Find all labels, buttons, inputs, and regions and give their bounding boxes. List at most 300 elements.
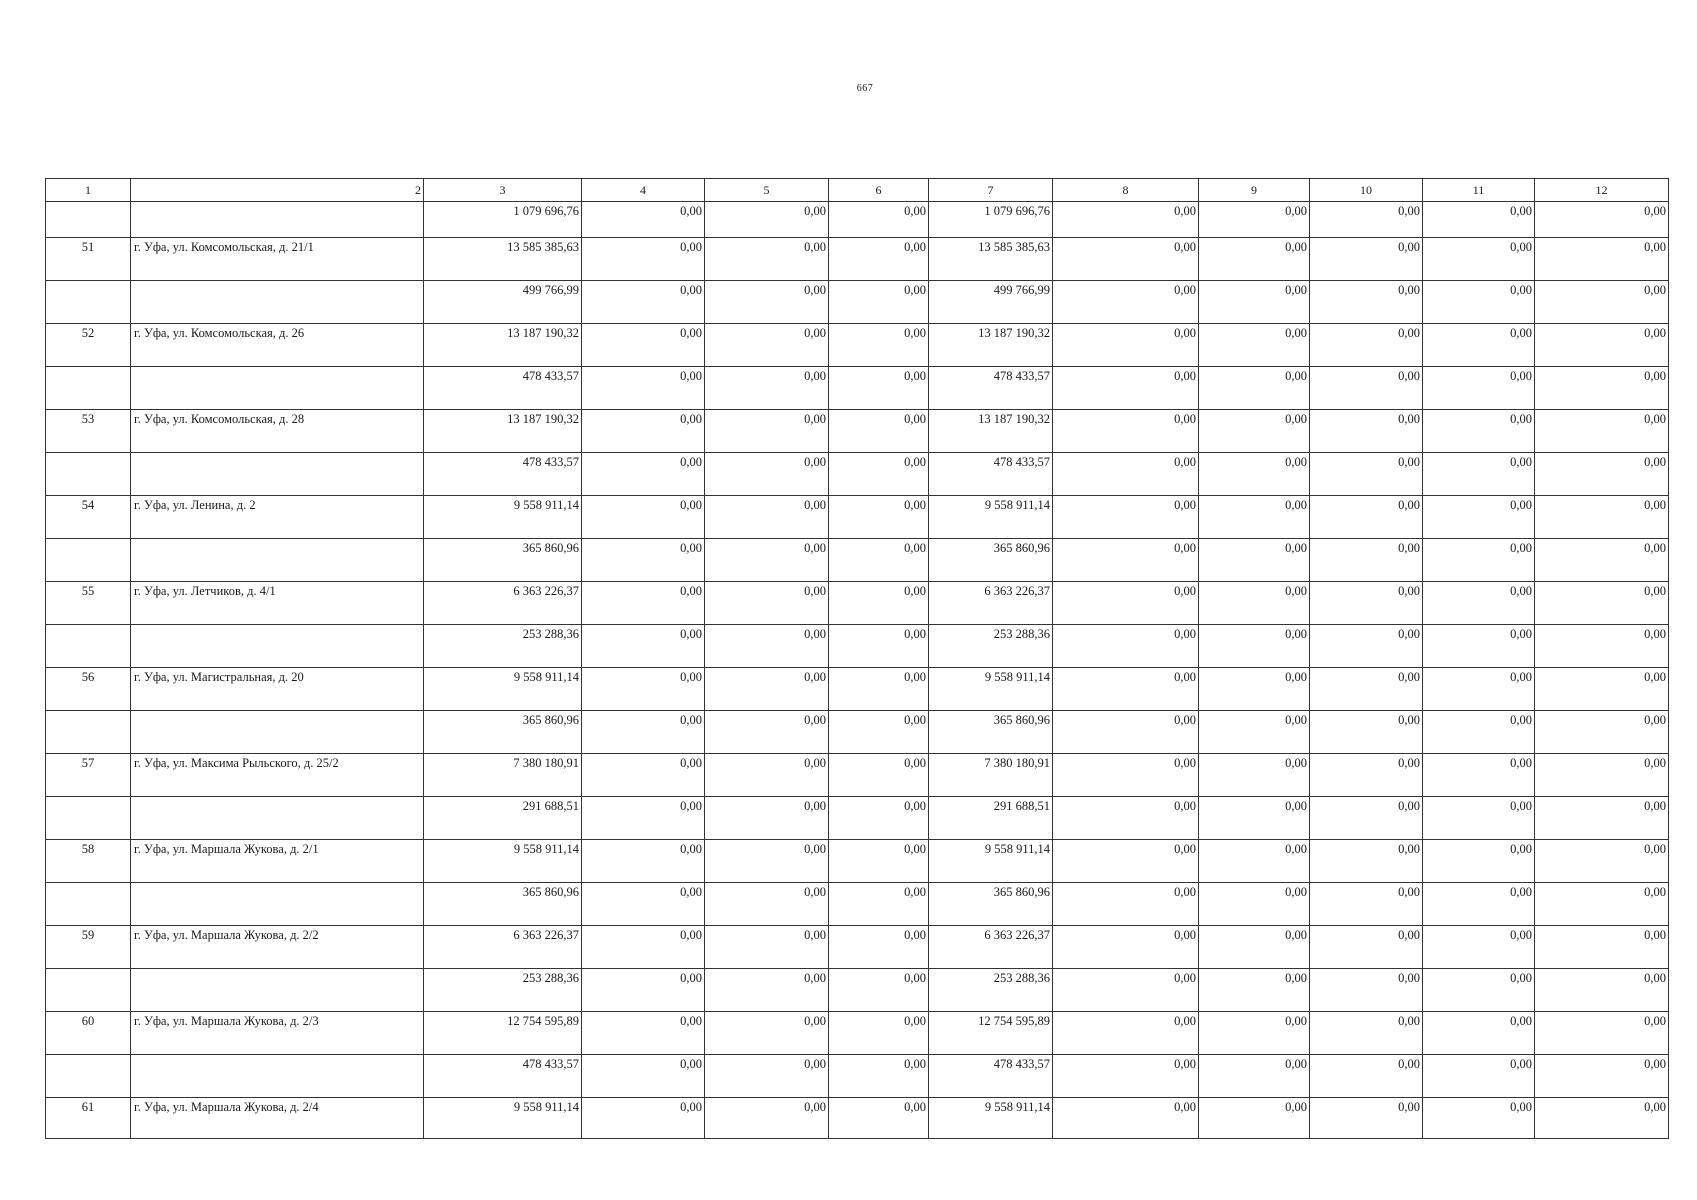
value-cell-col-6: 0,00 bbox=[829, 539, 929, 582]
value-cell-col-9: 0,00 bbox=[1199, 324, 1310, 367]
value-cell-col-9: 0,00 bbox=[1199, 539, 1310, 582]
value-cell-col-10: 0,00 bbox=[1310, 1012, 1423, 1055]
value-cell-col-9: 0,00 bbox=[1199, 1055, 1310, 1098]
table-row bbox=[46, 367, 1669, 410]
value-cell-col-4: 0,00 bbox=[582, 281, 705, 324]
table-row bbox=[46, 281, 1669, 324]
value-cell-col-9: 0,00 bbox=[1199, 281, 1310, 324]
value-cell-col-8: 0,00 bbox=[1053, 1012, 1199, 1055]
table-body bbox=[46, 179, 1669, 1139]
address-cell bbox=[131, 202, 424, 238]
value-cell-col-9: 0,00 bbox=[1199, 367, 1310, 410]
value-cell-col-6: 0,00 bbox=[829, 668, 929, 711]
value-cell-col-12: 0,00 bbox=[1535, 238, 1669, 281]
value-cell-col-6: 0,00 bbox=[829, 281, 929, 324]
address-cell bbox=[131, 1055, 424, 1098]
value-cell-col-8: 0,00 bbox=[1053, 1055, 1199, 1098]
value-cell-col-7: 6 363 226,37 bbox=[929, 926, 1053, 969]
value-cell-col-12: 0,00 bbox=[1535, 539, 1669, 582]
row-number-cell: 51 bbox=[46, 238, 131, 281]
value-cell-col-5: 0,00 bbox=[705, 840, 829, 883]
value-cell-col-10: 0,00 bbox=[1310, 238, 1423, 281]
value-cell-col-3: 9 558 911,14 bbox=[424, 496, 582, 539]
value-cell-col-12: 0,00 bbox=[1535, 754, 1669, 797]
value-cell-col-8: 0,00 bbox=[1053, 324, 1199, 367]
column-header: 7 bbox=[929, 179, 1053, 202]
address-cell: г. Уфа, ул. Комсомольская, д. 26 bbox=[131, 324, 424, 367]
value-cell-col-5: 0,00 bbox=[705, 711, 829, 754]
value-cell-col-9: 0,00 bbox=[1199, 453, 1310, 496]
value-cell-col-7: 9 558 911,14 bbox=[929, 668, 1053, 711]
value-cell-col-7: 253 288,36 bbox=[929, 625, 1053, 668]
value-cell-col-8: 0,00 bbox=[1053, 754, 1199, 797]
value-cell-col-9: 0,00 bbox=[1199, 238, 1310, 281]
table-row bbox=[46, 539, 1669, 582]
value-cell-col-5: 0,00 bbox=[705, 539, 829, 582]
value-cell-col-10: 0,00 bbox=[1310, 539, 1423, 582]
value-cell-col-4: 0,00 bbox=[582, 1012, 705, 1055]
value-cell-col-3: 13 585 385,63 bbox=[424, 238, 582, 281]
value-cell-col-11: 0,00 bbox=[1423, 496, 1535, 539]
table-row bbox=[46, 1012, 1669, 1055]
value-cell-col-7: 1 079 696,76 bbox=[929, 202, 1053, 238]
value-cell-col-10: 0,00 bbox=[1310, 883, 1423, 926]
value-cell-col-11: 0,00 bbox=[1423, 625, 1535, 668]
address-cell: г. Уфа, ул. Маршала Жукова, д. 2/1 bbox=[131, 840, 424, 883]
column-header: 6 bbox=[829, 179, 929, 202]
value-cell-col-3: 6 363 226,37 bbox=[424, 926, 582, 969]
value-cell-col-6: 0,00 bbox=[829, 202, 929, 238]
value-cell-col-7: 365 860,96 bbox=[929, 539, 1053, 582]
value-cell-col-7: 9 558 911,14 bbox=[929, 1098, 1053, 1139]
value-cell-col-5: 0,00 bbox=[705, 1012, 829, 1055]
row-number-cell bbox=[46, 883, 131, 926]
value-cell-col-9: 0,00 bbox=[1199, 711, 1310, 754]
value-cell-col-8: 0,00 bbox=[1053, 367, 1199, 410]
value-cell-col-11: 0,00 bbox=[1423, 926, 1535, 969]
value-cell-col-5: 0,00 bbox=[705, 410, 829, 453]
value-cell-col-7: 9 558 911,14 bbox=[929, 840, 1053, 883]
value-cell-col-12: 0,00 bbox=[1535, 281, 1669, 324]
value-cell-col-12: 0,00 bbox=[1535, 324, 1669, 367]
value-cell-col-7: 13 187 190,32 bbox=[929, 410, 1053, 453]
value-cell-col-12: 0,00 bbox=[1535, 926, 1669, 969]
column-header: 4 bbox=[582, 179, 705, 202]
table-row bbox=[46, 754, 1669, 797]
row-number-cell: 53 bbox=[46, 410, 131, 453]
value-cell-col-10: 0,00 bbox=[1310, 281, 1423, 324]
value-cell-col-6: 0,00 bbox=[829, 367, 929, 410]
value-cell-col-7: 9 558 911,14 bbox=[929, 496, 1053, 539]
value-cell-col-11: 0,00 bbox=[1423, 238, 1535, 281]
value-cell-col-12: 0,00 bbox=[1535, 582, 1669, 625]
value-cell-col-5: 0,00 bbox=[705, 496, 829, 539]
value-cell-col-7: 12 754 595,89 bbox=[929, 1012, 1053, 1055]
address-cell: г. Уфа, ул. Маршала Жукова, д. 2/2 bbox=[131, 926, 424, 969]
value-cell-col-12: 0,00 bbox=[1535, 202, 1669, 238]
value-cell-col-11: 0,00 bbox=[1423, 754, 1535, 797]
value-cell-col-7: 253 288,36 bbox=[929, 969, 1053, 1012]
address-cell bbox=[131, 625, 424, 668]
value-cell-col-11: 0,00 bbox=[1423, 969, 1535, 1012]
value-cell-col-6: 0,00 bbox=[829, 496, 929, 539]
value-cell-col-10: 0,00 bbox=[1310, 754, 1423, 797]
value-cell-col-8: 0,00 bbox=[1053, 840, 1199, 883]
table-row bbox=[46, 1098, 1669, 1139]
value-cell-col-6: 0,00 bbox=[829, 969, 929, 1012]
address-cell: г. Уфа, ул. Максима Рыльского, д. 25/2 bbox=[131, 754, 424, 797]
value-cell-col-7: 7 380 180,91 bbox=[929, 754, 1053, 797]
value-cell-col-7: 13 585 385,63 bbox=[929, 238, 1053, 281]
row-number-cell: 56 bbox=[46, 668, 131, 711]
value-cell-col-8: 0,00 bbox=[1053, 668, 1199, 711]
value-cell-col-10: 0,00 bbox=[1310, 797, 1423, 840]
value-cell-col-4: 0,00 bbox=[582, 410, 705, 453]
value-cell-col-10: 0,00 bbox=[1310, 668, 1423, 711]
value-cell-col-7: 291 688,51 bbox=[929, 797, 1053, 840]
table-row bbox=[46, 969, 1669, 1012]
value-cell-col-11: 0,00 bbox=[1423, 453, 1535, 496]
value-cell-col-10: 0,00 bbox=[1310, 926, 1423, 969]
value-cell-col-8: 0,00 bbox=[1053, 969, 1199, 1012]
value-cell-col-6: 0,00 bbox=[829, 238, 929, 281]
value-cell-col-12: 0,00 bbox=[1535, 883, 1669, 926]
table-row bbox=[46, 711, 1669, 754]
value-cell-col-4: 0,00 bbox=[582, 969, 705, 1012]
value-cell-col-8: 0,00 bbox=[1053, 1098, 1199, 1139]
value-cell-col-9: 0,00 bbox=[1199, 410, 1310, 453]
row-number-cell: 60 bbox=[46, 1012, 131, 1055]
value-cell-col-10: 0,00 bbox=[1310, 410, 1423, 453]
table-row bbox=[46, 324, 1669, 367]
value-cell-col-5: 0,00 bbox=[705, 754, 829, 797]
address-cell: г. Уфа, ул. Ленина, д. 2 bbox=[131, 496, 424, 539]
table-row bbox=[46, 797, 1669, 840]
value-cell-col-5: 0,00 bbox=[705, 926, 829, 969]
budget-table bbox=[45, 178, 1669, 1139]
value-cell-col-6: 0,00 bbox=[829, 711, 929, 754]
value-cell-col-8: 0,00 bbox=[1053, 797, 1199, 840]
value-cell-col-4: 0,00 bbox=[582, 668, 705, 711]
value-cell-col-11: 0,00 bbox=[1423, 1055, 1535, 1098]
value-cell-col-10: 0,00 bbox=[1310, 625, 1423, 668]
value-cell-col-3: 499 766,99 bbox=[424, 281, 582, 324]
address-cell: г. Уфа, ул. Комсомольская, д. 21/1 bbox=[131, 238, 424, 281]
value-cell-col-11: 0,00 bbox=[1423, 410, 1535, 453]
row-number-cell: 58 bbox=[46, 840, 131, 883]
value-cell-col-7: 6 363 226,37 bbox=[929, 582, 1053, 625]
value-cell-col-4: 0,00 bbox=[582, 1098, 705, 1139]
value-cell-col-7: 365 860,96 bbox=[929, 711, 1053, 754]
value-cell-col-5: 0,00 bbox=[705, 1055, 829, 1098]
value-cell-col-3: 478 433,57 bbox=[424, 453, 582, 496]
value-cell-col-9: 0,00 bbox=[1199, 969, 1310, 1012]
table-row bbox=[46, 238, 1669, 281]
value-cell-col-5: 0,00 bbox=[705, 324, 829, 367]
column-header-row bbox=[46, 179, 1669, 202]
value-cell-col-4: 0,00 bbox=[582, 711, 705, 754]
table-row bbox=[46, 496, 1669, 539]
value-cell-col-9: 0,00 bbox=[1199, 754, 1310, 797]
value-cell-col-5: 0,00 bbox=[705, 668, 829, 711]
row-number-cell bbox=[46, 367, 131, 410]
value-cell-col-9: 0,00 bbox=[1199, 883, 1310, 926]
row-number-cell bbox=[46, 969, 131, 1012]
value-cell-col-5: 0,00 bbox=[705, 582, 829, 625]
value-cell-col-7: 478 433,57 bbox=[929, 453, 1053, 496]
value-cell-col-6: 0,00 bbox=[829, 1012, 929, 1055]
address-cell bbox=[131, 797, 424, 840]
value-cell-col-3: 9 558 911,14 bbox=[424, 1098, 582, 1139]
value-cell-col-9: 0,00 bbox=[1199, 1012, 1310, 1055]
address-cell bbox=[131, 711, 424, 754]
value-cell-col-11: 0,00 bbox=[1423, 883, 1535, 926]
value-cell-col-3: 478 433,57 bbox=[424, 1055, 582, 1098]
value-cell-col-8: 0,00 bbox=[1053, 625, 1199, 668]
value-cell-col-5: 0,00 bbox=[705, 367, 829, 410]
row-number-cell: 52 bbox=[46, 324, 131, 367]
value-cell-col-12: 0,00 bbox=[1535, 410, 1669, 453]
row-number-cell: 57 bbox=[46, 754, 131, 797]
value-cell-col-10: 0,00 bbox=[1310, 840, 1423, 883]
value-cell-col-9: 0,00 bbox=[1199, 840, 1310, 883]
value-cell-col-6: 0,00 bbox=[829, 840, 929, 883]
value-cell-col-3: 365 860,96 bbox=[424, 539, 582, 582]
value-cell-col-8: 0,00 bbox=[1053, 453, 1199, 496]
column-header: 2 bbox=[131, 179, 424, 202]
value-cell-col-8: 0,00 bbox=[1053, 281, 1199, 324]
value-cell-col-9: 0,00 bbox=[1199, 668, 1310, 711]
row-number-cell: 54 bbox=[46, 496, 131, 539]
value-cell-col-4: 0,00 bbox=[582, 1055, 705, 1098]
value-cell-col-11: 0,00 bbox=[1423, 281, 1535, 324]
address-cell: г. Уфа, ул. Комсомольская, д. 28 bbox=[131, 410, 424, 453]
value-cell-col-4: 0,00 bbox=[582, 625, 705, 668]
address-cell bbox=[131, 539, 424, 582]
row-number-cell: 61 bbox=[46, 1098, 131, 1139]
value-cell-col-4: 0,00 bbox=[582, 926, 705, 969]
table-row bbox=[46, 926, 1669, 969]
value-cell-col-8: 0,00 bbox=[1053, 582, 1199, 625]
value-cell-col-12: 0,00 bbox=[1535, 840, 1669, 883]
value-cell-col-10: 0,00 bbox=[1310, 202, 1423, 238]
value-cell-col-5: 0,00 bbox=[705, 797, 829, 840]
value-cell-col-9: 0,00 bbox=[1199, 625, 1310, 668]
value-cell-col-4: 0,00 bbox=[582, 840, 705, 883]
value-cell-col-4: 0,00 bbox=[582, 539, 705, 582]
value-cell-col-10: 0,00 bbox=[1310, 1055, 1423, 1098]
value-cell-col-10: 0,00 bbox=[1310, 367, 1423, 410]
column-header: 1 bbox=[46, 179, 131, 202]
value-cell-col-6: 0,00 bbox=[829, 797, 929, 840]
value-cell-col-3: 13 187 190,32 bbox=[424, 324, 582, 367]
address-cell bbox=[131, 883, 424, 926]
value-cell-col-12: 0,00 bbox=[1535, 1098, 1669, 1139]
value-cell-col-11: 0,00 bbox=[1423, 367, 1535, 410]
row-number-cell bbox=[46, 202, 131, 238]
value-cell-col-4: 0,00 bbox=[582, 453, 705, 496]
value-cell-col-6: 0,00 bbox=[829, 926, 929, 969]
table-row bbox=[46, 840, 1669, 883]
value-cell-col-6: 0,00 bbox=[829, 625, 929, 668]
value-cell-col-8: 0,00 bbox=[1053, 496, 1199, 539]
value-cell-col-10: 0,00 bbox=[1310, 324, 1423, 367]
value-cell-col-11: 0,00 bbox=[1423, 668, 1535, 711]
value-cell-col-11: 0,00 bbox=[1423, 797, 1535, 840]
value-cell-col-10: 0,00 bbox=[1310, 496, 1423, 539]
value-cell-col-10: 0,00 bbox=[1310, 582, 1423, 625]
address-cell bbox=[131, 367, 424, 410]
value-cell-col-7: 499 766,99 bbox=[929, 281, 1053, 324]
table-row bbox=[46, 668, 1669, 711]
value-cell-col-12: 0,00 bbox=[1535, 1055, 1669, 1098]
value-cell-col-11: 0,00 bbox=[1423, 1098, 1535, 1139]
column-header: 12 bbox=[1535, 179, 1669, 202]
value-cell-col-10: 0,00 bbox=[1310, 711, 1423, 754]
value-cell-col-3: 12 754 595,89 bbox=[424, 1012, 582, 1055]
value-cell-col-9: 0,00 bbox=[1199, 202, 1310, 238]
value-cell-col-8: 0,00 bbox=[1053, 539, 1199, 582]
value-cell-col-11: 0,00 bbox=[1423, 711, 1535, 754]
value-cell-col-12: 0,00 bbox=[1535, 1012, 1669, 1055]
value-cell-col-6: 0,00 bbox=[829, 1098, 929, 1139]
value-cell-col-8: 0,00 bbox=[1053, 202, 1199, 238]
value-cell-col-11: 0,00 bbox=[1423, 539, 1535, 582]
value-cell-col-9: 0,00 bbox=[1199, 496, 1310, 539]
value-cell-col-8: 0,00 bbox=[1053, 410, 1199, 453]
page-number: 667 bbox=[856, 83, 874, 94]
value-cell-col-7: 365 860,96 bbox=[929, 883, 1053, 926]
column-header: 8 bbox=[1053, 179, 1199, 202]
value-cell-col-4: 0,00 bbox=[582, 754, 705, 797]
table-row bbox=[46, 582, 1669, 625]
address-cell: г. Уфа, ул. Маршала Жукова, д. 2/4 bbox=[131, 1098, 424, 1139]
column-header: 10 bbox=[1310, 179, 1423, 202]
table-row bbox=[46, 410, 1669, 453]
value-cell-col-3: 9 558 911,14 bbox=[424, 840, 582, 883]
address-cell bbox=[131, 453, 424, 496]
value-cell-col-3: 365 860,96 bbox=[424, 711, 582, 754]
value-cell-col-12: 0,00 bbox=[1535, 711, 1669, 754]
value-cell-col-12: 0,00 bbox=[1535, 668, 1669, 711]
value-cell-col-9: 0,00 bbox=[1199, 926, 1310, 969]
table-row bbox=[46, 883, 1669, 926]
value-cell-col-7: 478 433,57 bbox=[929, 1055, 1053, 1098]
value-cell-col-5: 0,00 bbox=[705, 969, 829, 1012]
row-number-cell bbox=[46, 625, 131, 668]
table-row bbox=[46, 202, 1669, 238]
value-cell-col-11: 0,00 bbox=[1423, 324, 1535, 367]
value-cell-col-3: 9 558 911,14 bbox=[424, 668, 582, 711]
row-number-cell bbox=[46, 539, 131, 582]
address-cell bbox=[131, 281, 424, 324]
value-cell-col-6: 0,00 bbox=[829, 410, 929, 453]
value-cell-col-12: 0,00 bbox=[1535, 367, 1669, 410]
value-cell-col-8: 0,00 bbox=[1053, 711, 1199, 754]
value-cell-col-7: 13 187 190,32 bbox=[929, 324, 1053, 367]
row-number-cell bbox=[46, 453, 131, 496]
address-cell: г. Уфа, ул. Маршала Жукова, д. 2/3 bbox=[131, 1012, 424, 1055]
value-cell-col-10: 0,00 bbox=[1310, 1098, 1423, 1139]
row-number-cell bbox=[46, 281, 131, 324]
row-number-cell bbox=[46, 797, 131, 840]
value-cell-col-6: 0,00 bbox=[829, 883, 929, 926]
value-cell-col-11: 0,00 bbox=[1423, 202, 1535, 238]
column-header: 9 bbox=[1199, 179, 1310, 202]
value-cell-col-4: 0,00 bbox=[582, 367, 705, 410]
value-cell-col-3: 253 288,36 bbox=[424, 969, 582, 1012]
value-cell-col-3: 6 363 226,37 bbox=[424, 582, 582, 625]
value-cell-col-6: 0,00 bbox=[829, 453, 929, 496]
value-cell-col-4: 0,00 bbox=[582, 202, 705, 238]
value-cell-col-12: 0,00 bbox=[1535, 969, 1669, 1012]
table-row bbox=[46, 625, 1669, 668]
value-cell-col-5: 0,00 bbox=[705, 281, 829, 324]
value-cell-col-3: 478 433,57 bbox=[424, 367, 582, 410]
value-cell-col-9: 0,00 bbox=[1199, 797, 1310, 840]
table-row bbox=[46, 453, 1669, 496]
value-cell-col-5: 0,00 bbox=[705, 238, 829, 281]
value-cell-col-6: 0,00 bbox=[829, 754, 929, 797]
value-cell-col-3: 1 079 696,76 bbox=[424, 202, 582, 238]
value-cell-col-5: 0,00 bbox=[705, 202, 829, 238]
row-number-cell: 55 bbox=[46, 582, 131, 625]
address-cell: г. Уфа, ул. Летчиков, д. 4/1 bbox=[131, 582, 424, 625]
value-cell-col-6: 0,00 bbox=[829, 582, 929, 625]
value-cell-col-5: 0,00 bbox=[705, 453, 829, 496]
value-cell-col-4: 0,00 bbox=[582, 582, 705, 625]
value-cell-col-3: 253 288,36 bbox=[424, 625, 582, 668]
value-cell-col-12: 0,00 bbox=[1535, 496, 1669, 539]
value-cell-col-3: 291 688,51 bbox=[424, 797, 582, 840]
value-cell-col-6: 0,00 bbox=[829, 1055, 929, 1098]
row-number-cell bbox=[46, 1055, 131, 1098]
value-cell-col-10: 0,00 bbox=[1310, 453, 1423, 496]
table-row bbox=[46, 1055, 1669, 1098]
value-cell-col-3: 7 380 180,91 bbox=[424, 754, 582, 797]
value-cell-col-5: 0,00 bbox=[705, 625, 829, 668]
value-cell-col-12: 0,00 bbox=[1535, 625, 1669, 668]
value-cell-col-5: 0,00 bbox=[705, 1098, 829, 1139]
value-cell-col-4: 0,00 bbox=[582, 797, 705, 840]
value-cell-col-4: 0,00 bbox=[582, 883, 705, 926]
value-cell-col-9: 0,00 bbox=[1199, 1098, 1310, 1139]
column-header: 3 bbox=[424, 179, 582, 202]
value-cell-col-3: 13 187 190,32 bbox=[424, 410, 582, 453]
value-cell-col-9: 0,00 bbox=[1199, 582, 1310, 625]
row-number-cell: 59 bbox=[46, 926, 131, 969]
column-header: 11 bbox=[1423, 179, 1535, 202]
value-cell-col-8: 0,00 bbox=[1053, 238, 1199, 281]
value-cell-col-12: 0,00 bbox=[1535, 797, 1669, 840]
value-cell-col-6: 0,00 bbox=[829, 324, 929, 367]
value-cell-col-10: 0,00 bbox=[1310, 969, 1423, 1012]
value-cell-col-11: 0,00 bbox=[1423, 582, 1535, 625]
value-cell-col-5: 0,00 bbox=[705, 883, 829, 926]
value-cell-col-7: 478 433,57 bbox=[929, 367, 1053, 410]
value-cell-col-11: 0,00 bbox=[1423, 840, 1535, 883]
row-number-cell bbox=[46, 711, 131, 754]
value-cell-col-4: 0,00 bbox=[582, 238, 705, 281]
address-cell: г. Уфа, ул. Магистральная, д. 20 bbox=[131, 668, 424, 711]
value-cell-col-3: 365 860,96 bbox=[424, 883, 582, 926]
value-cell-col-4: 0,00 bbox=[582, 324, 705, 367]
value-cell-col-11: 0,00 bbox=[1423, 1012, 1535, 1055]
value-cell-col-12: 0,00 bbox=[1535, 453, 1669, 496]
address-cell bbox=[131, 969, 424, 1012]
value-cell-col-8: 0,00 bbox=[1053, 926, 1199, 969]
value-cell-col-4: 0,00 bbox=[582, 496, 705, 539]
